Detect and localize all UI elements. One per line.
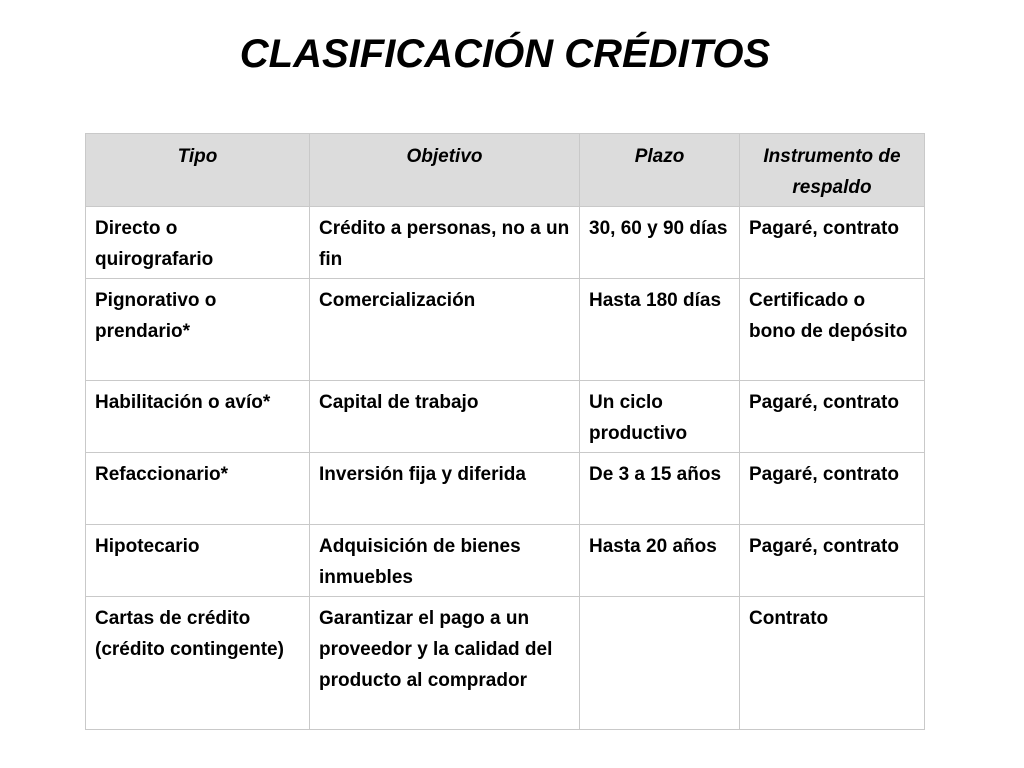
cell-objetivo: Crédito a personas, no a un fin [310, 207, 580, 279]
credit-classification-table [85, 133, 925, 730]
header-tipo: Tipo [86, 134, 310, 207]
table-header-row [86, 134, 925, 207]
cell-objetivo: Capital de trabajo [310, 381, 580, 453]
cell-plazo: 30, 60 y 90 días [580, 207, 740, 279]
cell-instrumento: Certificado o bono de depósito [740, 279, 925, 381]
cell-instrumento: Pagaré, contrato [740, 453, 925, 525]
cell-plazo: Hasta 180 días [580, 279, 740, 381]
cell-tipo: Directo o quirografario [86, 207, 310, 279]
table-row [86, 279, 925, 381]
cell-tipo: Refaccionario* [86, 453, 310, 525]
table-row [86, 453, 925, 525]
cell-tipo: Habilitación o avío* [86, 381, 310, 453]
header-instrumento: Instrumento de respaldo [740, 134, 925, 207]
cell-objetivo: Comercialización [310, 279, 580, 381]
cell-tipo: Pignorativo o prendario* [86, 279, 310, 381]
cell-instrumento: Pagaré, contrato [740, 207, 925, 279]
cell-plazo [580, 597, 740, 730]
cell-objetivo: Garantizar el pago a un proveedor y la calidad del producto al comprador [310, 597, 580, 730]
cell-tipo: Hipotecario [86, 525, 310, 597]
cell-instrumento: Contrato [740, 597, 925, 730]
cell-instrumento: Pagaré, contrato [740, 525, 925, 597]
page-title: CLASIFICACIÓN CRÉDITOS [239, 32, 771, 76]
cell-plazo: Un ciclo productivo [580, 381, 740, 453]
cell-plazo: Hasta 20 años [580, 525, 740, 597]
cell-objetivo: Inversión fija y diferida [310, 453, 580, 525]
cell-objetivo: Adquisición de bienes inmuebles [310, 525, 580, 597]
table-row [86, 525, 925, 597]
cell-tipo: Cartas de crédito (crédito contingente) [86, 597, 310, 730]
table-row [86, 381, 925, 453]
cell-plazo: De 3 a 15 años [580, 453, 740, 525]
header-objetivo: Objetivo [310, 134, 580, 207]
table-row [86, 207, 925, 279]
cell-instrumento: Pagaré, contrato [740, 381, 925, 453]
table-row [86, 597, 925, 730]
header-plazo: Plazo [580, 134, 740, 207]
